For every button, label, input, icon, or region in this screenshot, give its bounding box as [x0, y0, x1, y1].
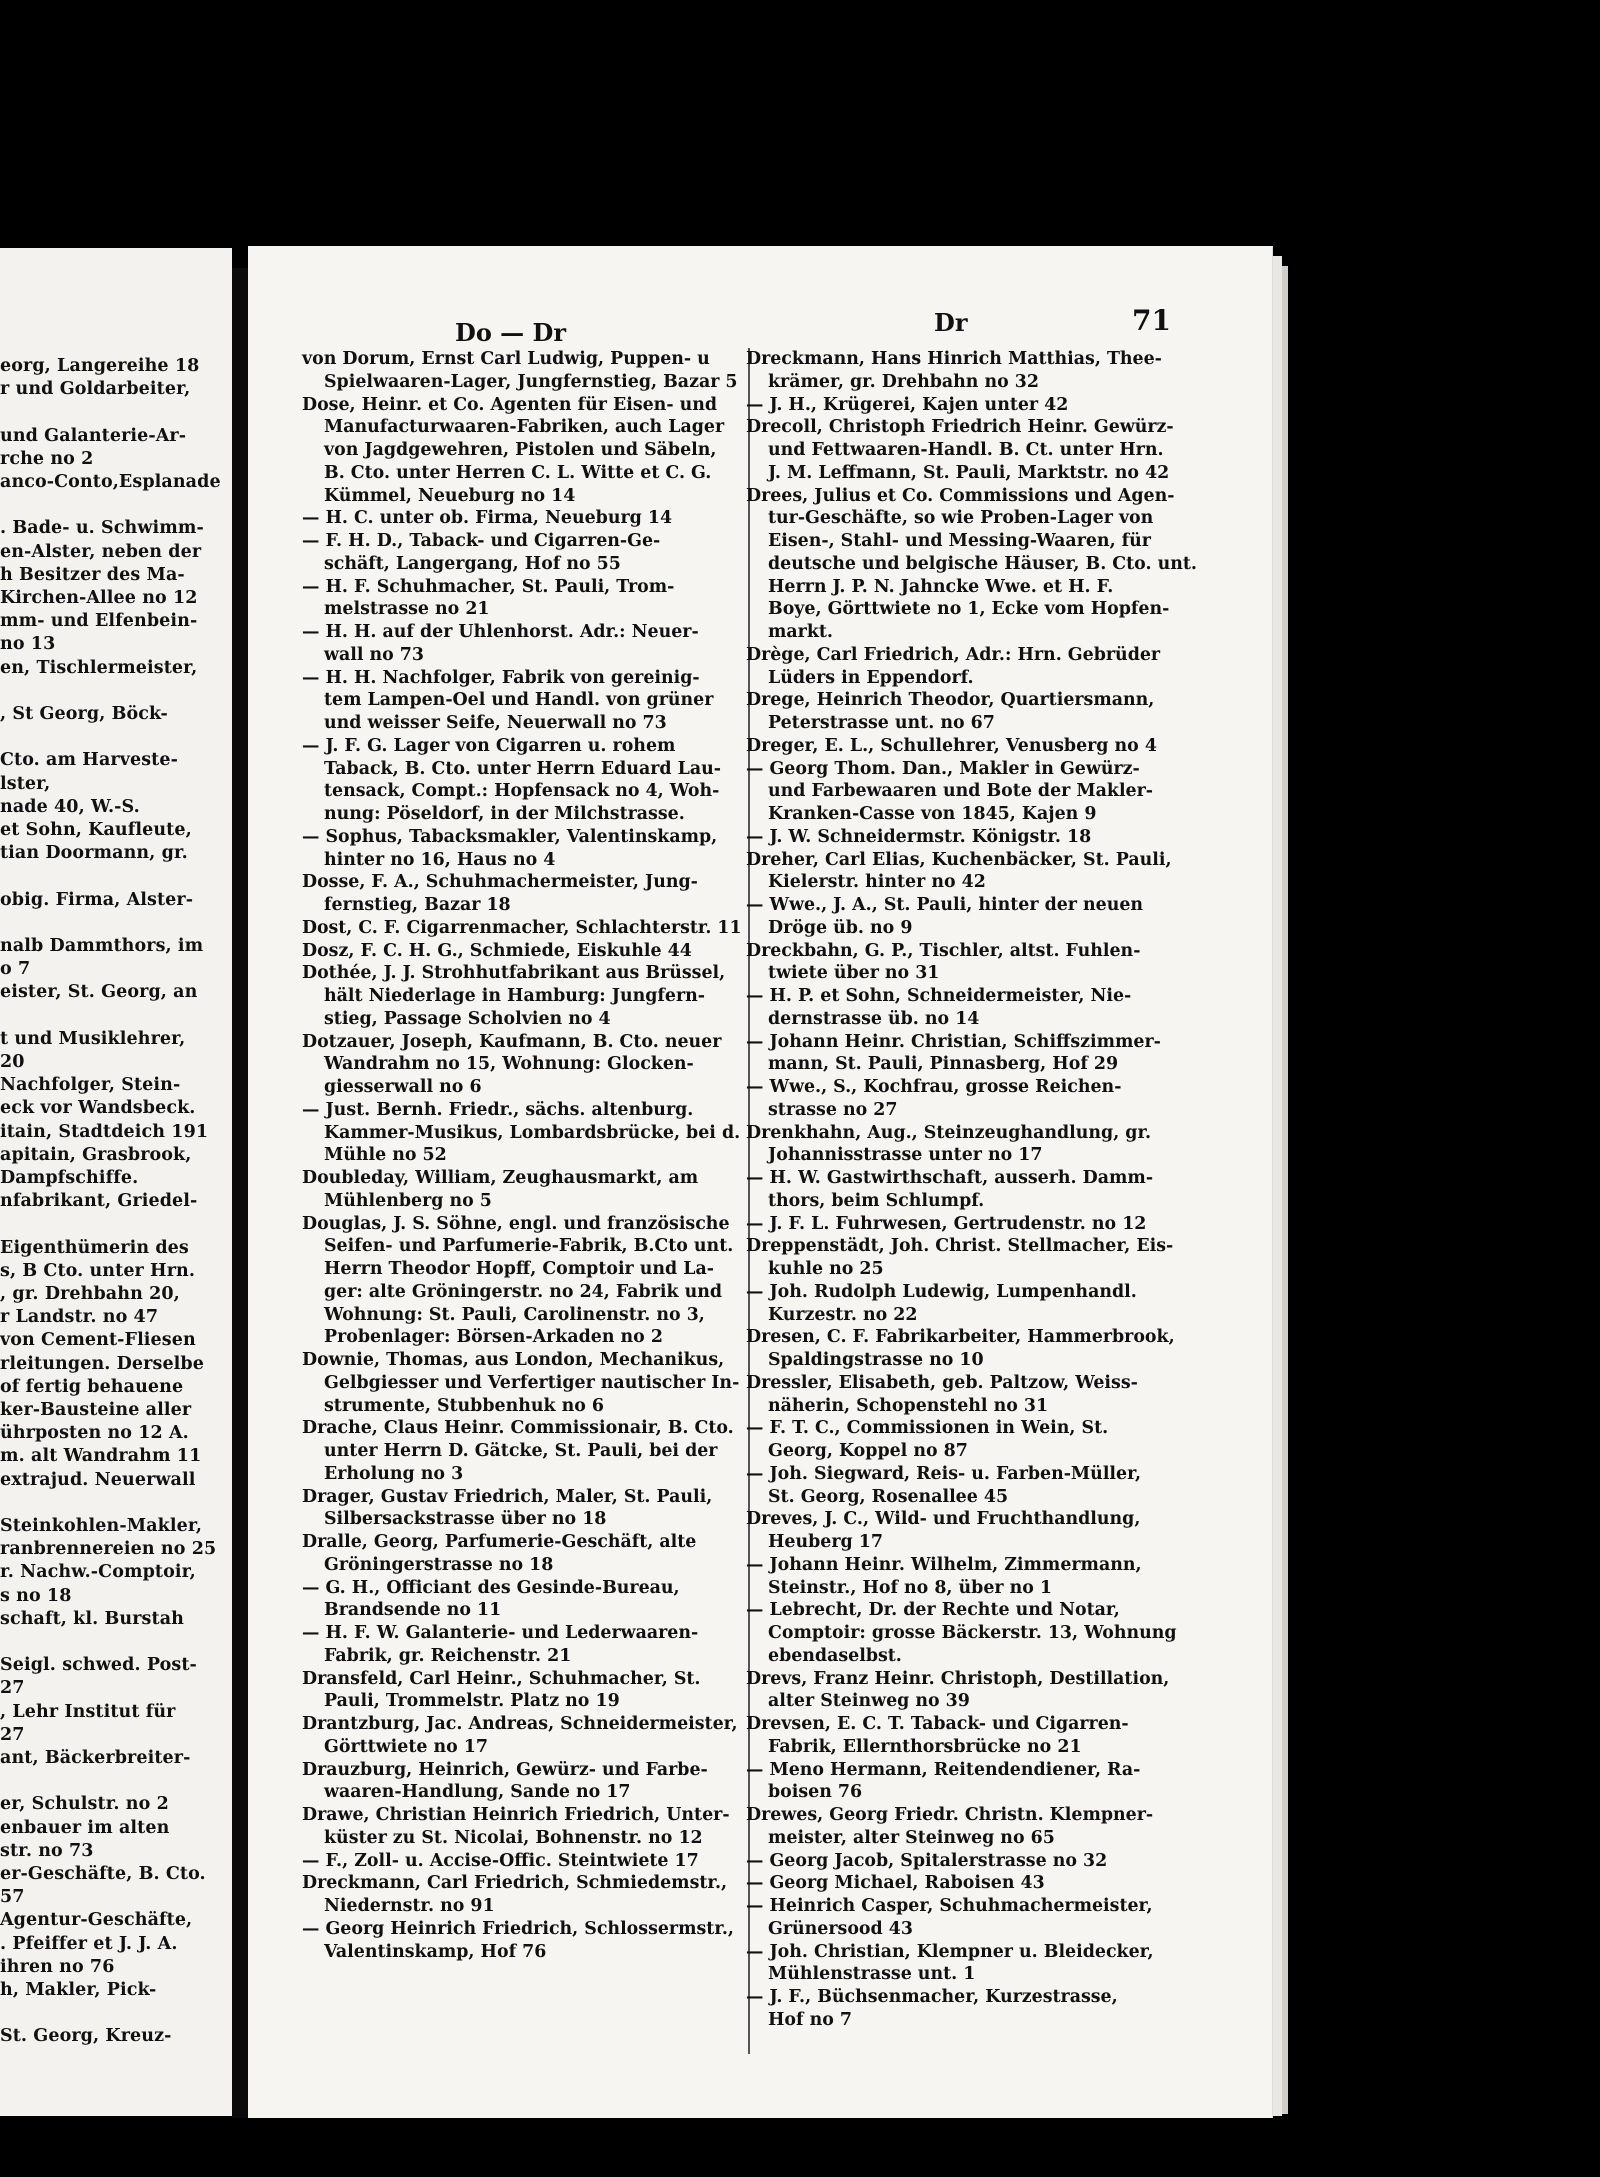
directory-line: strasse no 27	[768, 1099, 898, 1120]
left-page-line: t und Musiklehrer,	[0, 1028, 186, 1049]
directory-line: Drantzburg, Jac. Andreas, Schneidermeister,	[302, 1714, 738, 1734]
directory-line: — Heinrich Casper, Schuhmachermeister,	[746, 1896, 1153, 1916]
left-page-line: ranbrennereien no 25	[0, 1539, 217, 1560]
directory-line: von Jagdgewehren, Pistolen und Säbeln,	[324, 440, 717, 460]
directory-page	[248, 246, 1273, 2118]
left-page-line: nfabrikant, Griedel-	[0, 1191, 198, 1212]
directory-line: — H. H. Nachfolger, Fabrik von gereinig-	[302, 667, 700, 688]
directory-line: Steinstr., Hof no 8, über no 1	[768, 1577, 1053, 1598]
directory-line: Silbersackstrasse über no 18	[324, 1509, 607, 1530]
left-page-fragment	[0, 248, 232, 2116]
page-number: 71	[1132, 304, 1171, 337]
directory-line: twiete über no 31	[768, 963, 940, 984]
directory-line: Spielwaaren-Lager, Jungfernstieg, Bazar 5	[324, 371, 738, 392]
directory-line: — Georg Jacob, Spitalerstrasse no 32	[746, 1850, 1108, 1871]
left-page-line: apitain, Grasbrook,	[0, 1144, 192, 1165]
directory-line: Fabrik, Ellernthorsbrücke no 21	[768, 1736, 1082, 1757]
directory-line: — F. T. C., Commissionen in Wein, St.	[746, 1418, 1109, 1439]
directory-line: Eisen-, Stahl- und Messing-Waaren, für	[768, 531, 1151, 551]
directory-line: Spaldingstrasse no 10	[768, 1350, 984, 1370]
directory-line: dernstrasse üb. no 14	[768, 1008, 980, 1029]
directory-line: waaren-Handlung, Sande no 17	[324, 1782, 631, 1803]
directory-line: Drège, Carl Friedrich, Adr.: Hrn. Gebrüder	[746, 644, 1161, 665]
directory-line: Kümmel, Neueburg no 14	[324, 485, 576, 506]
directory-line: St. Georg, Rosenallee 45	[768, 1486, 1009, 1507]
directory-line: tem Lampen-Oel und Handl. von grüner	[324, 690, 714, 711]
directory-line: — Joh. Christian, Klempner u. Bleidecker,	[746, 1941, 1154, 1962]
directory-line: Dreppenstädt, Joh. Christ. Stellmacher, Eis-	[746, 1236, 1174, 1257]
directory-line: Boye, Görttwiete no 1, Ecke vom Hopfen-	[768, 599, 1170, 620]
directory-line: Seifen- und Parfumerie-Fabrik, B.Cto unt.	[324, 1236, 734, 1257]
left-page-line: Agentur-Geschäfte,	[0, 1910, 193, 1931]
directory-line: Drevs, Franz Heinr. Christoph, Destillation,	[746, 1668, 1170, 1689]
left-page-line: Seigl. schwed. Post-	[0, 1655, 197, 1676]
left-page-line: . Pfeiffer et J. J. A.	[0, 1933, 178, 1954]
directory-line: Herrn J. P. N. Jahncke Wwe. et H. F.	[768, 576, 1114, 597]
directory-line: Lüders in Eppendorf.	[768, 667, 974, 688]
directory-line: Manufacturwaaren-Fabriken, auch Lager	[324, 417, 725, 438]
directory-line: Kurzestr. no 22	[768, 1304, 918, 1325]
directory-line: Drenkhahn, Aug., Steinzeughandlung, gr.	[746, 1122, 1152, 1143]
left-page-line: rleitungen. Derselbe	[0, 1353, 204, 1374]
left-page-line: schaft, kl. Burstah	[0, 1608, 184, 1629]
left-page-line: ührposten no 12 A.	[0, 1423, 189, 1444]
directory-line: und weisser Seife, Neuerwall no 73	[324, 713, 667, 733]
directory-line: Dreger, E. L., Schullehrer, Venusberg no 4	[746, 735, 1157, 756]
directory-line: Dröge üb. no 9	[768, 917, 913, 938]
directory-line: — H. H. auf der Uhlenhorst. Adr.: Neuer-	[302, 622, 699, 642]
directory-line: Drauzburg, Heinrich, Gewürz- und Farbe-	[302, 1759, 708, 1780]
directory-line: Dralle, Georg, Parfumerie-Geschäft, alte	[302, 1532, 697, 1552]
directory-line: Peterstrasse unt. no 67	[768, 713, 995, 733]
directory-line: Drees, Julius et Co. Commissions und Agen-	[746, 485, 1175, 506]
directory-line: Dreher, Carl Elias, Kuchenbäcker, St. Pauli,	[746, 849, 1172, 870]
directory-line: Johannisstrasse unter no 17	[768, 1145, 1043, 1166]
left-page-line: er, Schulstr. no 2	[0, 1794, 169, 1815]
left-page-line: anco-Conto,Esplanade	[0, 472, 221, 492]
left-page-line: 57	[0, 1887, 25, 1908]
left-page-line: 27	[0, 1724, 25, 1745]
directory-line: Dransfeld, Carl Heinr., Schuhmacher, St.	[302, 1668, 701, 1689]
directory-line: B. Cto. unter Herren C. L. Witte et C. G.	[324, 462, 712, 483]
directory-line: Görttwiete no 17	[324, 1736, 488, 1757]
directory-line: von Dorum, Ernst Carl Ludwig, Puppen- u	[302, 349, 710, 369]
directory-line: Dreckmann, Carl Friedrich, Schmiedemstr.,	[302, 1873, 728, 1894]
directory-line: — Sophus, Tabacksmakler, Valentinskamp,	[302, 826, 718, 847]
left-page-line: lster,	[0, 773, 51, 794]
left-page-line: en-Alster, neben der	[0, 541, 202, 562]
directory-line: Wandrahm no 15, Wohnung: Glocken-	[324, 1054, 694, 1075]
directory-line: boisen 76	[768, 1782, 863, 1803]
directory-line: — J. F., Büchsenmacher, Kurzestrasse,	[746, 1987, 1118, 2007]
left-page-line: 20	[0, 1052, 25, 1072]
directory-line: Mühlenstrasse unt. 1	[768, 1964, 976, 1985]
directory-line: ebendaselbst.	[768, 1645, 902, 1666]
left-page-line: rche no 2	[0, 448, 94, 469]
left-page-line: h Besitzer des Ma-	[0, 564, 185, 585]
directory-line: — F., Zoll- u. Accise-Offic. Steintwiete 17	[302, 1850, 699, 1871]
directory-line: — Joh. Rudolph Ludewig, Lumpenhandl.	[746, 1281, 1137, 1302]
left-page-line: eck vor Wandsbeck.	[0, 1098, 196, 1119]
directory-line: — H. F. Schuhmacher, St. Pauli, Trom-	[302, 576, 675, 597]
left-page-line: of fertig behauene	[0, 1376, 184, 1397]
left-page-line: eorg, Langereihe 18	[0, 356, 200, 376]
directory-line: und Fettwaaren-Handl. B. Ct. unter Hrn.	[768, 440, 1164, 460]
directory-line: Brandsende no 11	[324, 1600, 502, 1621]
left-page-line: et Sohn, Kaufleute,	[0, 820, 192, 840]
left-page-line: Dampfschiffe.	[0, 1168, 139, 1188]
left-page-line: Cto. am Harveste-	[0, 750, 178, 771]
left-page-line: enbauer im alten	[0, 1817, 170, 1838]
directory-line: unter Herrn D. Gätcke, St. Pauli, bei der	[324, 1441, 718, 1461]
left-page-line: von Cement-Fliesen	[0, 1330, 196, 1351]
directory-line: Drewes, Georg Friedr. Christn. Klempner-	[746, 1805, 1154, 1825]
directory-line: Valentinskamp, Hof 76	[324, 1941, 547, 1962]
directory-line: — H. W. Gastwirthschaft, ausserh. Damm-	[746, 1168, 1154, 1188]
directory-line: Douglas, J. S. Söhne, engl. und französische	[302, 1213, 730, 1234]
directory-line: Downie, Thomas, aus London, Mechanikus,	[302, 1350, 725, 1370]
directory-line: Dosse, F. A., Schuhmachermeister, Jung-	[302, 872, 698, 893]
directory-line: Dressler, Elisabeth, geb. Paltzow, Weiss-	[746, 1372, 1138, 1393]
directory-line: Erholung no 3	[324, 1463, 464, 1484]
directory-line: küster zu St. Nicolai, Bohnenstr. no 12	[324, 1827, 703, 1848]
left-page-line: , gr. Drehbahn 20,	[0, 1284, 180, 1304]
directory-line: thors, beim Schlumpf.	[768, 1190, 985, 1211]
left-page-line: Steinkohlen-Makler,	[0, 1516, 203, 1536]
directory-line: — Lebrecht, Dr. der Rechte und Notar,	[746, 1600, 1120, 1621]
directory-line: — H. C. unter ob. Firma, Neueburg 14	[302, 508, 673, 529]
directory-line: Georg, Koppel no 87	[768, 1441, 968, 1461]
directory-line: — Just. Bernh. Friedr., sächs. altenburg.	[302, 1099, 694, 1120]
directory-line: melstrasse no 21	[324, 599, 490, 620]
directory-line: Kielerstr. hinter no 42	[768, 872, 986, 893]
directory-line: Kammer-Musikus, Lombardsbrücke, bei d.	[324, 1122, 741, 1143]
directory-line: — H. P. et Sohn, Schneidermeister, Nie-	[746, 986, 1132, 1006]
left-page-line: m. alt Wandrahm 11	[0, 1446, 202, 1467]
directory-line: — Joh. Siegward, Reis- u. Farben-Müller,	[746, 1463, 1142, 1484]
directory-line: Dotzauer, Joseph, Kaufmann, B. Cto. neuer	[302, 1031, 722, 1052]
left-page-line: r und Goldarbeiter,	[0, 379, 191, 400]
directory-line: Dreckmann, Hans Hinrich Matthias, Thee-	[746, 349, 1162, 369]
directory-line: — Wwe., J. A., St. Pauli, hinter der neuen	[746, 895, 1144, 915]
directory-line: Probenlager: Börsen-Arkaden no 2	[324, 1327, 663, 1348]
directory-line: — G. H., Officiant des Gesinde-Bureau,	[302, 1577, 680, 1598]
directory-line: Comptoir: grosse Bäckerstr. 13, Wohnung	[768, 1623, 1177, 1643]
left-page-line: , St Georg, Böck-	[0, 704, 168, 724]
directory-line: Fabrik, gr. Reichenstr. 21	[324, 1645, 572, 1666]
directory-line: — Georg Michael, Raboisen 43	[746, 1873, 1045, 1894]
directory-line: Gelbgiesser und Verfertiger nautischer In-	[324, 1372, 740, 1393]
directory-line: Mühle no 52	[324, 1145, 447, 1166]
directory-line: hält Niederlage in Hamburg: Jungfern-	[324, 986, 705, 1006]
directory-line: Niedernstr. no 91	[324, 1896, 495, 1916]
directory-line: — Meno Hermann, Reitendendiener, Ra-	[746, 1759, 1141, 1780]
left-page-line: Eigenthümerin des	[0, 1237, 189, 1258]
left-page-line: r. Nachw.-Comptoir,	[0, 1562, 196, 1583]
directory-line: — J. W. Schneidermstr. Königstr. 18	[746, 826, 1092, 847]
directory-line: — Johann Heinr. Wilhelm, Zimmermann,	[746, 1554, 1142, 1575]
directory-line: tur-Geschäfte, so wie Proben-Lager von	[768, 508, 1154, 529]
directory-line: Pauli, Trommelstr. Platz no 19	[324, 1691, 620, 1712]
left-page-line: St. Georg, Kreuz-	[0, 2026, 172, 2047]
directory-line: Drege, Heinrich Theodor, Quartiersmann,	[746, 690, 1155, 711]
directory-line: Dreves, J. C., Wild- und Fruchthandlung,	[746, 1509, 1141, 1530]
left-page-line: ant, Bäckerbreiter-	[0, 1748, 191, 1768]
left-page-line: er-Geschäfte, B. Cto.	[0, 1864, 206, 1884]
left-page-line: ker-Bausteine aller	[0, 1400, 192, 1420]
directory-line: Gröningerstrasse no 18	[324, 1554, 554, 1575]
directory-line: — J. F. G. Lager von Cigarren u. rohem	[302, 735, 676, 756]
directory-line: näherin, Schopenstehl no 31	[768, 1395, 1049, 1416]
directory-line: kuhle no 25	[768, 1259, 884, 1279]
page-edge-shadow	[1282, 266, 1288, 2114]
directory-line: ger: alte Gröningerstr. no 24, Fabrik und	[324, 1281, 723, 1302]
directory-line: — J. H., Krügerei, Kajen unter 42	[746, 394, 1069, 415]
directory-line: schäft, Langergang, Hof no 55	[324, 553, 621, 574]
directory-line: — J. F. L. Fuhrwesen, Gertrudenstr. no 12	[746, 1213, 1147, 1234]
directory-line: stieg, Passage Scholvien no 4	[324, 1008, 611, 1029]
directory-line: strumente, Stubbenhuk no 6	[324, 1395, 604, 1416]
left-page-line: , Lehr Institut für	[0, 1701, 176, 1722]
left-page-line: o 7	[0, 959, 31, 980]
left-page-line: 27	[0, 1678, 25, 1699]
directory-line: Dose, Heinr. et Co. Agenten für Eisen- und	[302, 394, 718, 415]
directory-line: mann, St. Pauli, Pinnasberg, Hof 29	[768, 1054, 1119, 1075]
directory-line: Wohnung: St. Pauli, Carolinenstr. no 3,	[324, 1304, 705, 1325]
directory-line: markt.	[768, 622, 833, 642]
directory-line: deutsche und belgische Häuser, B. Cto. unt.	[768, 553, 1197, 574]
page-edge	[1272, 256, 1282, 2116]
left-page-line: r Landstr. no 47	[0, 1307, 159, 1328]
binding-shadow	[0, 0, 288, 248]
directory-line: wall no 73	[324, 644, 425, 665]
directory-line: J. M. Leffmann, St. Pauli, Marktstr. no 42	[768, 462, 1170, 483]
directory-line: Drawe, Christian Heinrich Friedrich, Unter-	[302, 1805, 730, 1825]
directory-line: — Johann Heinr. Christian, Schiffszimmer-	[746, 1031, 1161, 1052]
directory-line: Herrn Theodor Hopff, Comptoir und La-	[324, 1259, 714, 1279]
directory-line: tensack, Compt.: Hopfensack no 4, Woh-	[324, 781, 720, 802]
directory-line: krämer, gr. Drehbahn no 32	[768, 371, 1040, 392]
directory-line: Dothée, J. J. Strohhutfabrikant aus Brüssel,	[302, 963, 726, 984]
left-page-line: itain, Stadtdeich 191	[0, 1121, 209, 1142]
directory-line: — Wwe., S., Kochfrau, grosse Reichen-	[746, 1077, 1122, 1097]
left-page-line: tian Doormann, gr.	[0, 843, 188, 864]
left-page-line: Nachfolger, Stein-	[0, 1075, 181, 1096]
directory-line: — Georg Thom. Dan., Makler in Gewürz-	[746, 758, 1140, 779]
left-page-line: . Bade- u. Schwimm-	[0, 518, 204, 539]
left-page-line: eister, St. Georg, an	[0, 982, 198, 1003]
directory-line: Drager, Gustav Friedrich, Maler, St. Pauli,	[302, 1486, 713, 1507]
left-page-line: Kirchen-Allee no 12	[0, 588, 198, 608]
directory-line: giesserwall no 6	[324, 1077, 482, 1097]
directory-line: Heuberg 17	[768, 1532, 883, 1552]
directory-line: — F. H. D., Taback- und Cigarren-Ge-	[302, 531, 661, 551]
directory-line: Dreckbahn, G. P., Tischler, altst. Fuhlen-	[746, 940, 1141, 961]
directory-line: Kranken-Casse von 1845, Kajen 9	[768, 804, 1097, 824]
directory-line: Grünersood 43	[768, 1918, 913, 1939]
directory-line: hinter no 16, Haus no 4	[324, 849, 556, 870]
directory-line: Drevsen, E. C. T. Taback- und Cigarren-	[746, 1714, 1129, 1734]
left-page-line: s, B Cto. unter Hrn.	[0, 1260, 196, 1281]
left-page-line: ihren no 76	[0, 1956, 115, 1977]
left-page-line: no 13	[0, 634, 56, 655]
directory-line: Dresen, C. F. Fabrikarbeiter, Hammerbrook,	[746, 1327, 1175, 1348]
directory-line: Doubleday, William, Zeughausmarkt, am	[302, 1168, 699, 1188]
directory-line: fernstieg, Bazar 18	[324, 895, 511, 915]
directory-line: Taback, B. Cto. unter Herrn Eduard Lau-	[324, 758, 721, 779]
directory-line: Drache, Claus Heinr. Commissionair, B. Cto.	[302, 1418, 734, 1439]
left-page-line: und Galanterie-Ar-	[0, 425, 187, 446]
directory-line: und Farbewaaren und Bote der Makler-	[768, 781, 1153, 802]
directory-line: Mühlenberg no 5	[324, 1190, 492, 1211]
directory-line: Drecoll, Christoph Friedrich Heinr. Gewürz-	[746, 417, 1174, 438]
left-page-line: mm- und Elfenbein-	[0, 611, 198, 632]
left-page-line: s no 18	[0, 1585, 72, 1606]
left-page-line: h, Makler, Pick-	[0, 1980, 157, 2000]
directory-line: meister, alter Steinweg no 65	[768, 1827, 1055, 1848]
directory-line: alter Steinweg no 39	[768, 1691, 970, 1712]
running-header-right: Dr	[934, 308, 968, 337]
left-page-line: str. no 73	[0, 1840, 94, 1861]
left-page-line: extrajud. Neuerwall	[0, 1469, 196, 1490]
directory-line: — H. F. W. Galanterie- und Lederwaaren-	[302, 1623, 699, 1643]
directory-line: nung: Pöseldorf, in der Milchstrasse.	[324, 804, 685, 824]
column-divider	[748, 348, 750, 2054]
left-page-line: nalb Dammthors, im	[0, 936, 204, 956]
directory-line: Hof no 7	[768, 2009, 852, 2030]
directory-line: — Georg Heinrich Friedrich, Schlossermstr.,	[302, 1918, 734, 1939]
directory-line: Dost, C. F. Cigarrenmacher, Schlachterstr. 11	[302, 917, 742, 938]
left-page-line: obig. Firma, Alster-	[0, 889, 194, 910]
running-header-left: Do — Dr	[455, 318, 566, 347]
left-page-line: nade 40, W.-S.	[0, 796, 140, 817]
left-page-line: en, Tischlermeister,	[0, 657, 198, 678]
directory-line: Dosz, F. C. H. G., Schmiede, Eiskuhle 44	[302, 940, 692, 961]
